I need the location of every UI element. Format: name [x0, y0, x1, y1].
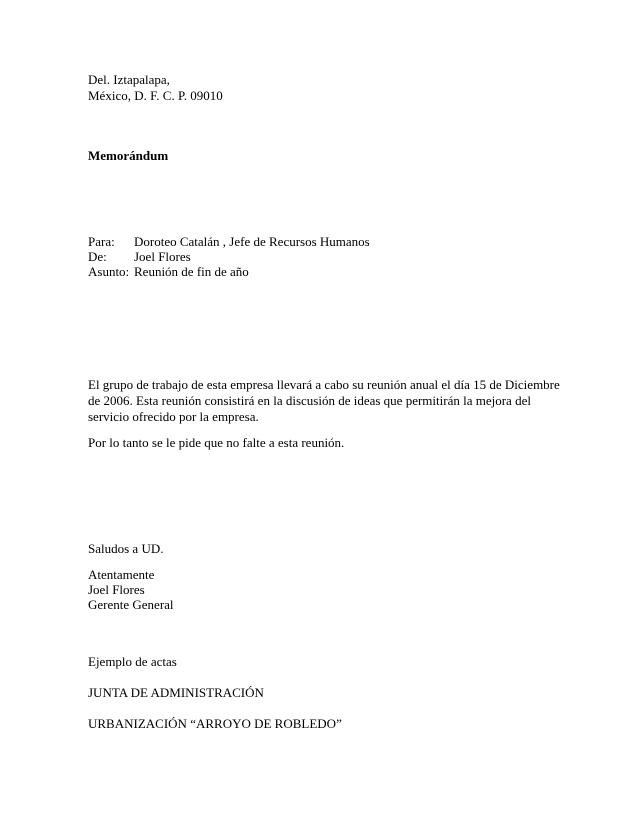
appendix-heading: Ejemplo de actas [88, 654, 177, 669]
field-asunto-label: Asunto: [88, 264, 130, 279]
field-para [88, 234, 370, 249]
appendix-line-1: JUNTA DE ADMINISTRACIÓN [88, 685, 264, 700]
field-para-label: Para: [88, 234, 115, 249]
memo-title: Memorándum [88, 148, 169, 163]
closing-greeting: Saludos a UD. [88, 541, 164, 556]
field-de-label: De: [88, 249, 107, 264]
field-para-value: Doroteo Catalán , Jefe de Recursos Humanos [134, 234, 370, 249]
closing-sign-off: Atentamente [88, 567, 155, 582]
body-paragraph-1-line-3: servicio ofrecido por la empresa. [88, 409, 259, 424]
body-paragraph-1-line-2: de 2006. Esta reunión consistirá en la discusión de ideas que permitirán la mejora del [88, 393, 531, 408]
closing-name: Joel Flores [88, 582, 145, 597]
body-paragraph-1-line-1: El grupo de trabajo de esta empresa llevará a cabo su reunión anual el día 15 de Diciembre [88, 377, 560, 392]
appendix-line-2: URBANIZACIÓN “ARROYO DE ROBLEDO” [88, 716, 342, 731]
body-paragraph-2: Por lo tanto se le pide que no falte a esta reunión. [88, 435, 345, 450]
field-de-value: Joel Flores [134, 249, 191, 264]
field-de [88, 249, 191, 264]
address-line-1: Del. Iztapalapa, [88, 72, 170, 87]
closing-position: Gerente General [88, 597, 174, 612]
field-asunto-value: Reunión de fin de año [134, 264, 249, 279]
field-asunto [88, 264, 249, 279]
address-line-2: México, D. F. C. P. 09010 [88, 88, 223, 103]
